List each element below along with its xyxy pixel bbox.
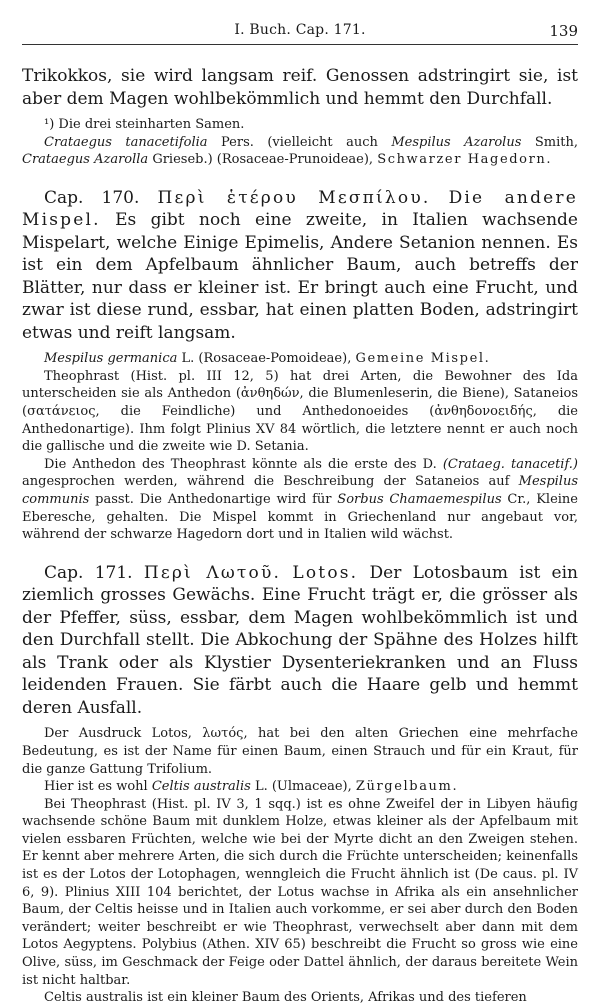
species-name: Crataegus Azarolla bbox=[22, 152, 149, 168]
species-name: Crataegus tanacetifolia bbox=[44, 134, 208, 150]
chapter-170-text bbox=[22, 187, 578, 345]
commentary-paragraph: Theophrast (Hist. pl. III 12, 5) hat drei Arten, die Bewohner des Ida unterscheiden sie als Anthedon (ἀνθηδών, die Blumenleserin, die Biene), Sataneios (σατάνειος, die Feindliche) und Anthedonoeides (ἀνθηδονοειδής, die Anthedonartige). Ihm folgt Plinius XV 84 wörtlich, die letztere nennt er auch noch die gallische und die zweite wie D. Setania. bbox=[22, 368, 578, 455]
chapter-label: Cap. 171. bbox=[44, 562, 133, 583]
species-name: Sorbus Chamaemespilus bbox=[337, 492, 502, 508]
chapter-greek-title: Περὶ Λωτοῦ. bbox=[143, 562, 282, 583]
common-name: Gemeine Mispel. bbox=[355, 351, 491, 367]
chapter-body: Der Lotosbaum ist ein ziemlich grosses Gewächs. Eine Frucht trägt er, die grösser als der Pfeffer, süss, essbar, dem Magen wohlbekömmlich ist und den Durchfall stellt. Die Abkochung der Spähne des Holzes hilft als Trank oder als Klystier Dysenteriekranken und an Fluss leidenden Frauen. Sie färbt auch die Haare gelb und hemmt deren Ausfall. bbox=[22, 562, 578, 718]
commentary-paragraph: Bei Theophrast (Hist. pl. IV 3, 1 sqq.) ist es ohne Zweifel der in Libyen häufig wachsende schöne Baum mit dunklem Holze, etwas kleiner als der Apfelbaum mit vielen essbaren Früchten, welche wie bei der Myrte dicht an den Zweigen stehen. Er kennt aber mehrere Arten, die sich durch die Früchte unterscheiden; keinenfalls ist es der Lotos der Lotophagen, wenngleich die Frucht ähnlich ist (De caus. pl. IV 6, 9). Plinius XIII 104 berichtet, der Lotus wachse in Afrika als ein ansehnlicher Baum, der Celtis heisse und in Italien auch vorkomme, er sei aber durch den Boden verändert; weiter beschreibt er wie Theophrast, verwechselt aber dann mit dem Lotos Aegyptens. Polybius (Athen. XIV 65) beschreibt die Frucht so gross wie eine Olive, süss, im Geschmack der Feige oder Dattel ähnlich, der daraus bereitete Wein ist nicht haltbar. bbox=[22, 796, 578, 988]
chapter-greek-title: Περὶ ἑτέρου Μεσπίλου. bbox=[157, 187, 431, 208]
page bbox=[22, 22, 578, 1007]
chapter-171-identification: Hier ist es wohl Celtis australis L. (Ulmaceae), Zürgelbaum. bbox=[44, 779, 459, 795]
chapter-label: Cap. 170. bbox=[44, 187, 140, 208]
chapter-171-text bbox=[22, 562, 578, 720]
commentary-paragraph: Celtis australis ist ein kleiner Baum des Orients, Afrikas und des tieferen bbox=[44, 990, 527, 1006]
chapter-body: Es gibt noch eine zweite, in Italien wachsende Mispelart, welche Einige Epimelis, Andere Setanion nennen. Es ist ein dem Apfelbaum ähnlicher Baum, auch betreffs der Blätter, nur dass er kleiner ist. Er bringt auch eine Frucht, und zwar ist diese rund, essbar, hat einen platten Boden, adstringirt etwas und reift langsam. bbox=[22, 210, 578, 343]
chapter-title: Lotos. bbox=[292, 562, 359, 583]
commentary-paragraph: Der Ausdruck Lotos, λωτός, hat bei den alten Griechen eine mehrfache Bedeutung, es ist der Name für einen Baum, einen Strauch und für ein Kraut, für die ganze Gattung Trifolium. bbox=[22, 726, 578, 777]
common-name: Zürgelbaum. bbox=[355, 779, 459, 795]
species-name: Mespilus communis bbox=[22, 474, 578, 508]
running-header bbox=[22, 22, 578, 45]
running-title: I. Buch. Cap. 171. bbox=[234, 22, 366, 38]
common-name: Schwarzer Hagedorn. bbox=[377, 152, 553, 168]
chapter-170 bbox=[22, 187, 578, 544]
intro-body: Trikokkos, sie wird langsam reif. Genossen adstringirt sie, ist aber dem Magen wohlbekömmlich und hemmt den Durchfall. bbox=[22, 66, 578, 109]
intro-section bbox=[22, 65, 578, 169]
commentary-paragraph: Die Anthedon des Theophrast könnte als die erste des D. (Crataeg. tanacetif.) angesprochen werden, während die Beschreibung der Sataneios auf Mespilus communis passt. Die Anthedonartige wird für Sorbus Chamaemespilus Cr., Kleine Eberesche, gehalten. Die Mispel kommt in Griechenland nur angebaut vor, während der schwarze Hagedorn dort und in Italien wild wächst. bbox=[22, 456, 578, 543]
intro-identification: Crataegus tanacetifolia Pers. (vielleicht auch Mespilus Azarolus Smith, Crataegus Azarolla Grieseb.) (Rosaceae-Prunoideae), Schwarzer Hagedorn. bbox=[22, 134, 578, 168]
species-name: Mespilus germanica bbox=[44, 351, 178, 367]
page-number: 139 bbox=[549, 22, 578, 40]
chapter-170-identification: Mespilus germanica L. (Rosaceae-Pomoideae), Gemeine Mispel. bbox=[44, 351, 491, 367]
chapter-171 bbox=[22, 562, 578, 1007]
chapter-title: Die andere Mispel. bbox=[22, 187, 579, 231]
species-name: Celtis australis bbox=[151, 779, 251, 795]
species-name: Mespilus Azarolus bbox=[391, 134, 522, 150]
footnote: ¹) Die drei steinharten Samen. bbox=[44, 117, 245, 132]
